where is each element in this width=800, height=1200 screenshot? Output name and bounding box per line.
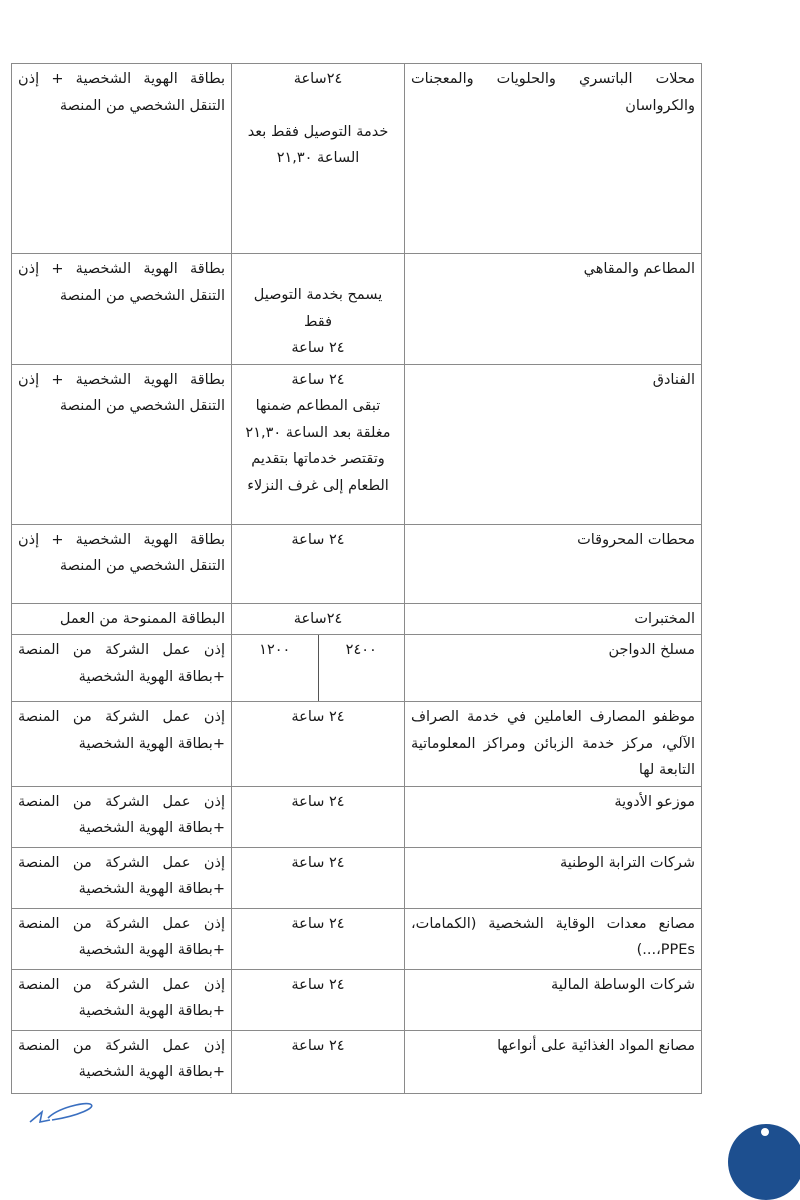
hours-line xyxy=(238,93,398,119)
hours-value: ١٢٠٠ xyxy=(259,642,291,658)
hours-line: تبقى المطاعم ضمنها مغلقة بعد الساعة ٢١,٣٠ وتقتصر خدماتها بتقديم الطعام إلى غرف النزلاء xyxy=(245,398,391,494)
hours-line xyxy=(238,256,398,282)
hours-cell xyxy=(232,702,405,787)
requirement-cell: إذن عمل الشركة من المنصة +بطاقة الهوية الشخصية xyxy=(12,786,232,847)
hours-value: ٢٤٠٠ xyxy=(318,635,405,701)
hours-line: خدمة التوصيل فقط بعد الساعة ٢١,٣٠ xyxy=(247,123,389,166)
category-cell: موزعو الأدوية xyxy=(405,786,702,847)
table-row xyxy=(12,847,702,908)
hours-cell xyxy=(232,64,405,254)
hours-line: ٢٤ ساعة xyxy=(291,531,345,548)
hours-line: ٢٤ ساعة xyxy=(291,1037,345,1054)
category-cell: المختبرات xyxy=(405,603,702,635)
signature xyxy=(28,1098,98,1128)
hours-cell xyxy=(232,524,405,603)
hours-line: ٢٤ ساعة xyxy=(291,976,345,993)
requirement-cell: بطاقة الهوية الشخصية + إذن التنقل الشخصي من المنصة xyxy=(12,524,232,603)
requirement-cell: إذن عمل الشركة من المنصة +بطاقة الهوية الشخصية xyxy=(12,847,232,908)
hours-line: ٢٤ ساعة xyxy=(291,371,345,388)
hours-cell xyxy=(232,635,405,702)
hours-line: ٢٤ ساعة xyxy=(291,709,345,725)
hours-line: ٢٤ ساعة xyxy=(291,340,345,356)
hours-cell xyxy=(232,908,405,969)
requirement-cell: البطاقة الممنوحة من العمل xyxy=(12,603,232,635)
logo-seal xyxy=(728,1124,800,1200)
requirement-cell: إذن عمل الشركة من المنصة +بطاقة الهوية الشخصية xyxy=(12,1030,232,1093)
table-row xyxy=(12,603,702,635)
requirement-cell: بطاقة الهوية الشخصية + إذن التنقل الشخصي من المنصة xyxy=(12,254,232,365)
category-cell: شركات الوساطة المالية xyxy=(405,969,702,1030)
table-row xyxy=(12,64,702,254)
hours-cell xyxy=(232,364,405,524)
hours-cell xyxy=(232,254,405,365)
table-row xyxy=(12,364,702,524)
category-cell: المطاعم والمقاهي xyxy=(405,254,702,365)
hours-line: ٢٤ ساعة xyxy=(291,915,345,932)
table-row xyxy=(12,1030,702,1093)
hours-line: ٢٤ ساعة xyxy=(291,854,345,871)
requirement-cell: بطاقة الهوية الشخصية + إذن التنقل الشخصي من المنصة xyxy=(12,64,232,254)
hours-cell xyxy=(232,969,405,1030)
hours-cell xyxy=(232,1030,405,1093)
category-cell: محطات المحروقات xyxy=(405,524,702,603)
category-cell: شركات الترابة الوطنية xyxy=(405,847,702,908)
regulations-table xyxy=(11,63,702,1094)
category-cell: موظفو المصارف العاملين في خدمة الصراف الآلي، مركز خدمة الزبائن ومراكز المعلوماتية التابعة لها xyxy=(405,702,702,787)
hours-cell xyxy=(232,847,405,908)
hours-line: ٢٤ ساعة xyxy=(291,793,345,810)
table-row xyxy=(12,786,702,847)
requirement-cell: إذن عمل الشركة من المنصة +بطاقة الهوية الشخصية xyxy=(12,702,232,787)
category-cell: الفنادق xyxy=(405,364,702,524)
hours-line: ٢٤ساعة xyxy=(293,71,343,87)
category-cell: مصانع معدات الوقاية الشخصية (الكمامات، PPEs،...) xyxy=(405,908,702,969)
category-cell: محلات الباتسري والحلويات والمعجنات والكرواسان xyxy=(405,64,702,254)
table-row xyxy=(12,702,702,787)
category-cell: مصانع المواد الغذائية على أنواعها xyxy=(405,1030,702,1093)
requirement-cell: إذن عمل الشركة من المنصة +بطاقة الهوية الشخصية xyxy=(12,908,232,969)
hours-cell xyxy=(232,786,405,847)
table-row xyxy=(12,635,702,702)
requirement-cell: بطاقة الهوية الشخصية + إذن التنقل الشخصي من المنصة xyxy=(12,364,232,524)
table-row xyxy=(12,524,702,603)
table-row xyxy=(12,908,702,969)
requirement-cell: إذن عمل الشركة من المنصة +بطاقة الهوية الشخصية xyxy=(12,635,232,702)
hours-line: يسمح بخدمة التوصيل فقط xyxy=(253,287,383,330)
table-row xyxy=(12,969,702,1030)
hours-line: ٢٤ساعة xyxy=(293,610,343,627)
category-cell: مسلخ الدواجن xyxy=(405,635,702,702)
requirement-cell: إذن عمل الشركة من المنصة +بطاقة الهوية الشخصية xyxy=(12,969,232,1030)
table-row xyxy=(12,254,702,365)
hours-cell xyxy=(232,603,405,635)
